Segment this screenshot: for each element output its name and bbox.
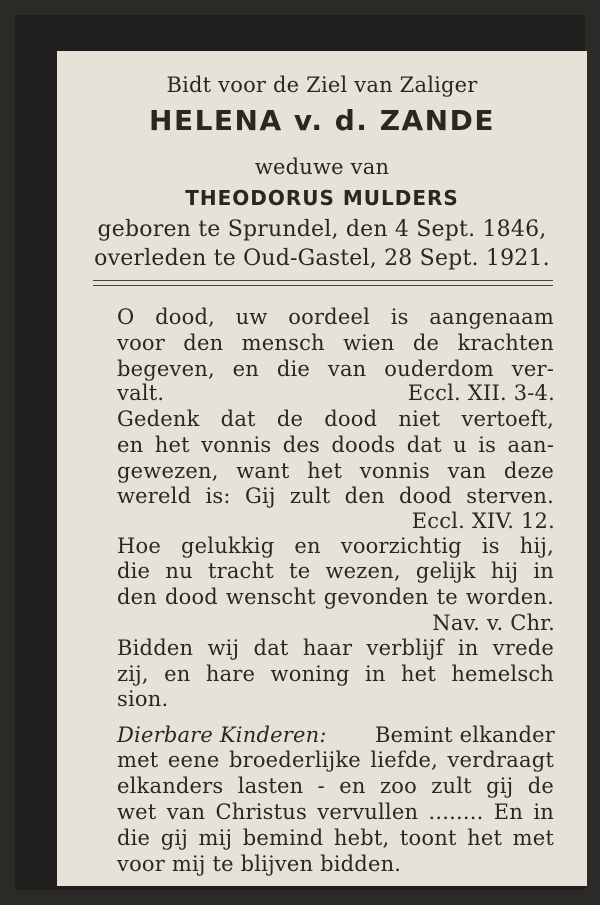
verse-line: Bemint elkander: [375, 723, 555, 747]
widow-line: weduwe van: [254, 155, 390, 179]
scripture-reference: Eccl. XIV. 12.: [411, 509, 555, 533]
scripture-reference: Eccl. XII. 3-4.: [407, 381, 555, 405]
verse-line: Hoe gelukkig en voorzichtig is hij,: [117, 534, 554, 558]
verse-line: wereld is: Gij zult den dood sterven.: [117, 484, 554, 508]
divider-bottom: [93, 285, 553, 286]
children-salutation: Dierbare Kinderen:: [117, 723, 327, 747]
card-text-panel: [57, 51, 587, 886]
verse-line: O dood, uw oordeel is aangenaam: [117, 305, 554, 329]
verse-line: elkanders lasten - en zoo zult gij de: [117, 774, 554, 798]
verse-line: wet van Christus vervullen ........ En in: [117, 800, 554, 824]
prayer-line: Bidt voor de Ziel van Zaliger: [166, 73, 478, 97]
verse-line: Bidden wij dat haar verblijf in vrede: [117, 636, 554, 660]
verse-line: zij, en hare woning in het hemelsch: [117, 662, 554, 686]
verse-line: valt.: [117, 381, 165, 405]
verse-line: en het vonnis des doods dat u is aan-: [117, 433, 554, 457]
verse-line: den dood wenscht gevonden te worden.: [117, 585, 554, 609]
verse-line: met eene broederlijke liefde, verdraagt: [117, 748, 554, 772]
birth-line: geboren te Sprundel, den 4 Sept. 1846,: [97, 217, 547, 242]
husband-name: THEODORUS MULDERS: [185, 186, 459, 210]
verse-line: die gij mij bemind hebt, toont het met: [117, 826, 554, 850]
memorial-card: [15, 15, 585, 890]
verse-line: Gedenk dat de dood niet vertoeft,: [117, 407, 554, 431]
scripture-reference: Nav. v. Chr.: [432, 611, 555, 635]
verse-line: die nu tracht te wezen, gelijk hij in: [117, 559, 554, 583]
verse-line: begeven, en die van ouderdom ver-: [117, 357, 554, 381]
death-line: overleden te Oud-Gastel, 28 Sept. 1921.: [94, 246, 550, 271]
verse-line: voor mij te blijven bidden.: [117, 852, 402, 876]
verse-line: sion.: [117, 687, 169, 711]
divider-top: [93, 280, 553, 281]
verse-line: voor den mensch wien de krachten: [117, 331, 554, 355]
verse-line: gewezen, want het vonnis van deze: [117, 459, 554, 483]
deceased-name: HELENA v. d. ZANDE: [149, 104, 495, 137]
